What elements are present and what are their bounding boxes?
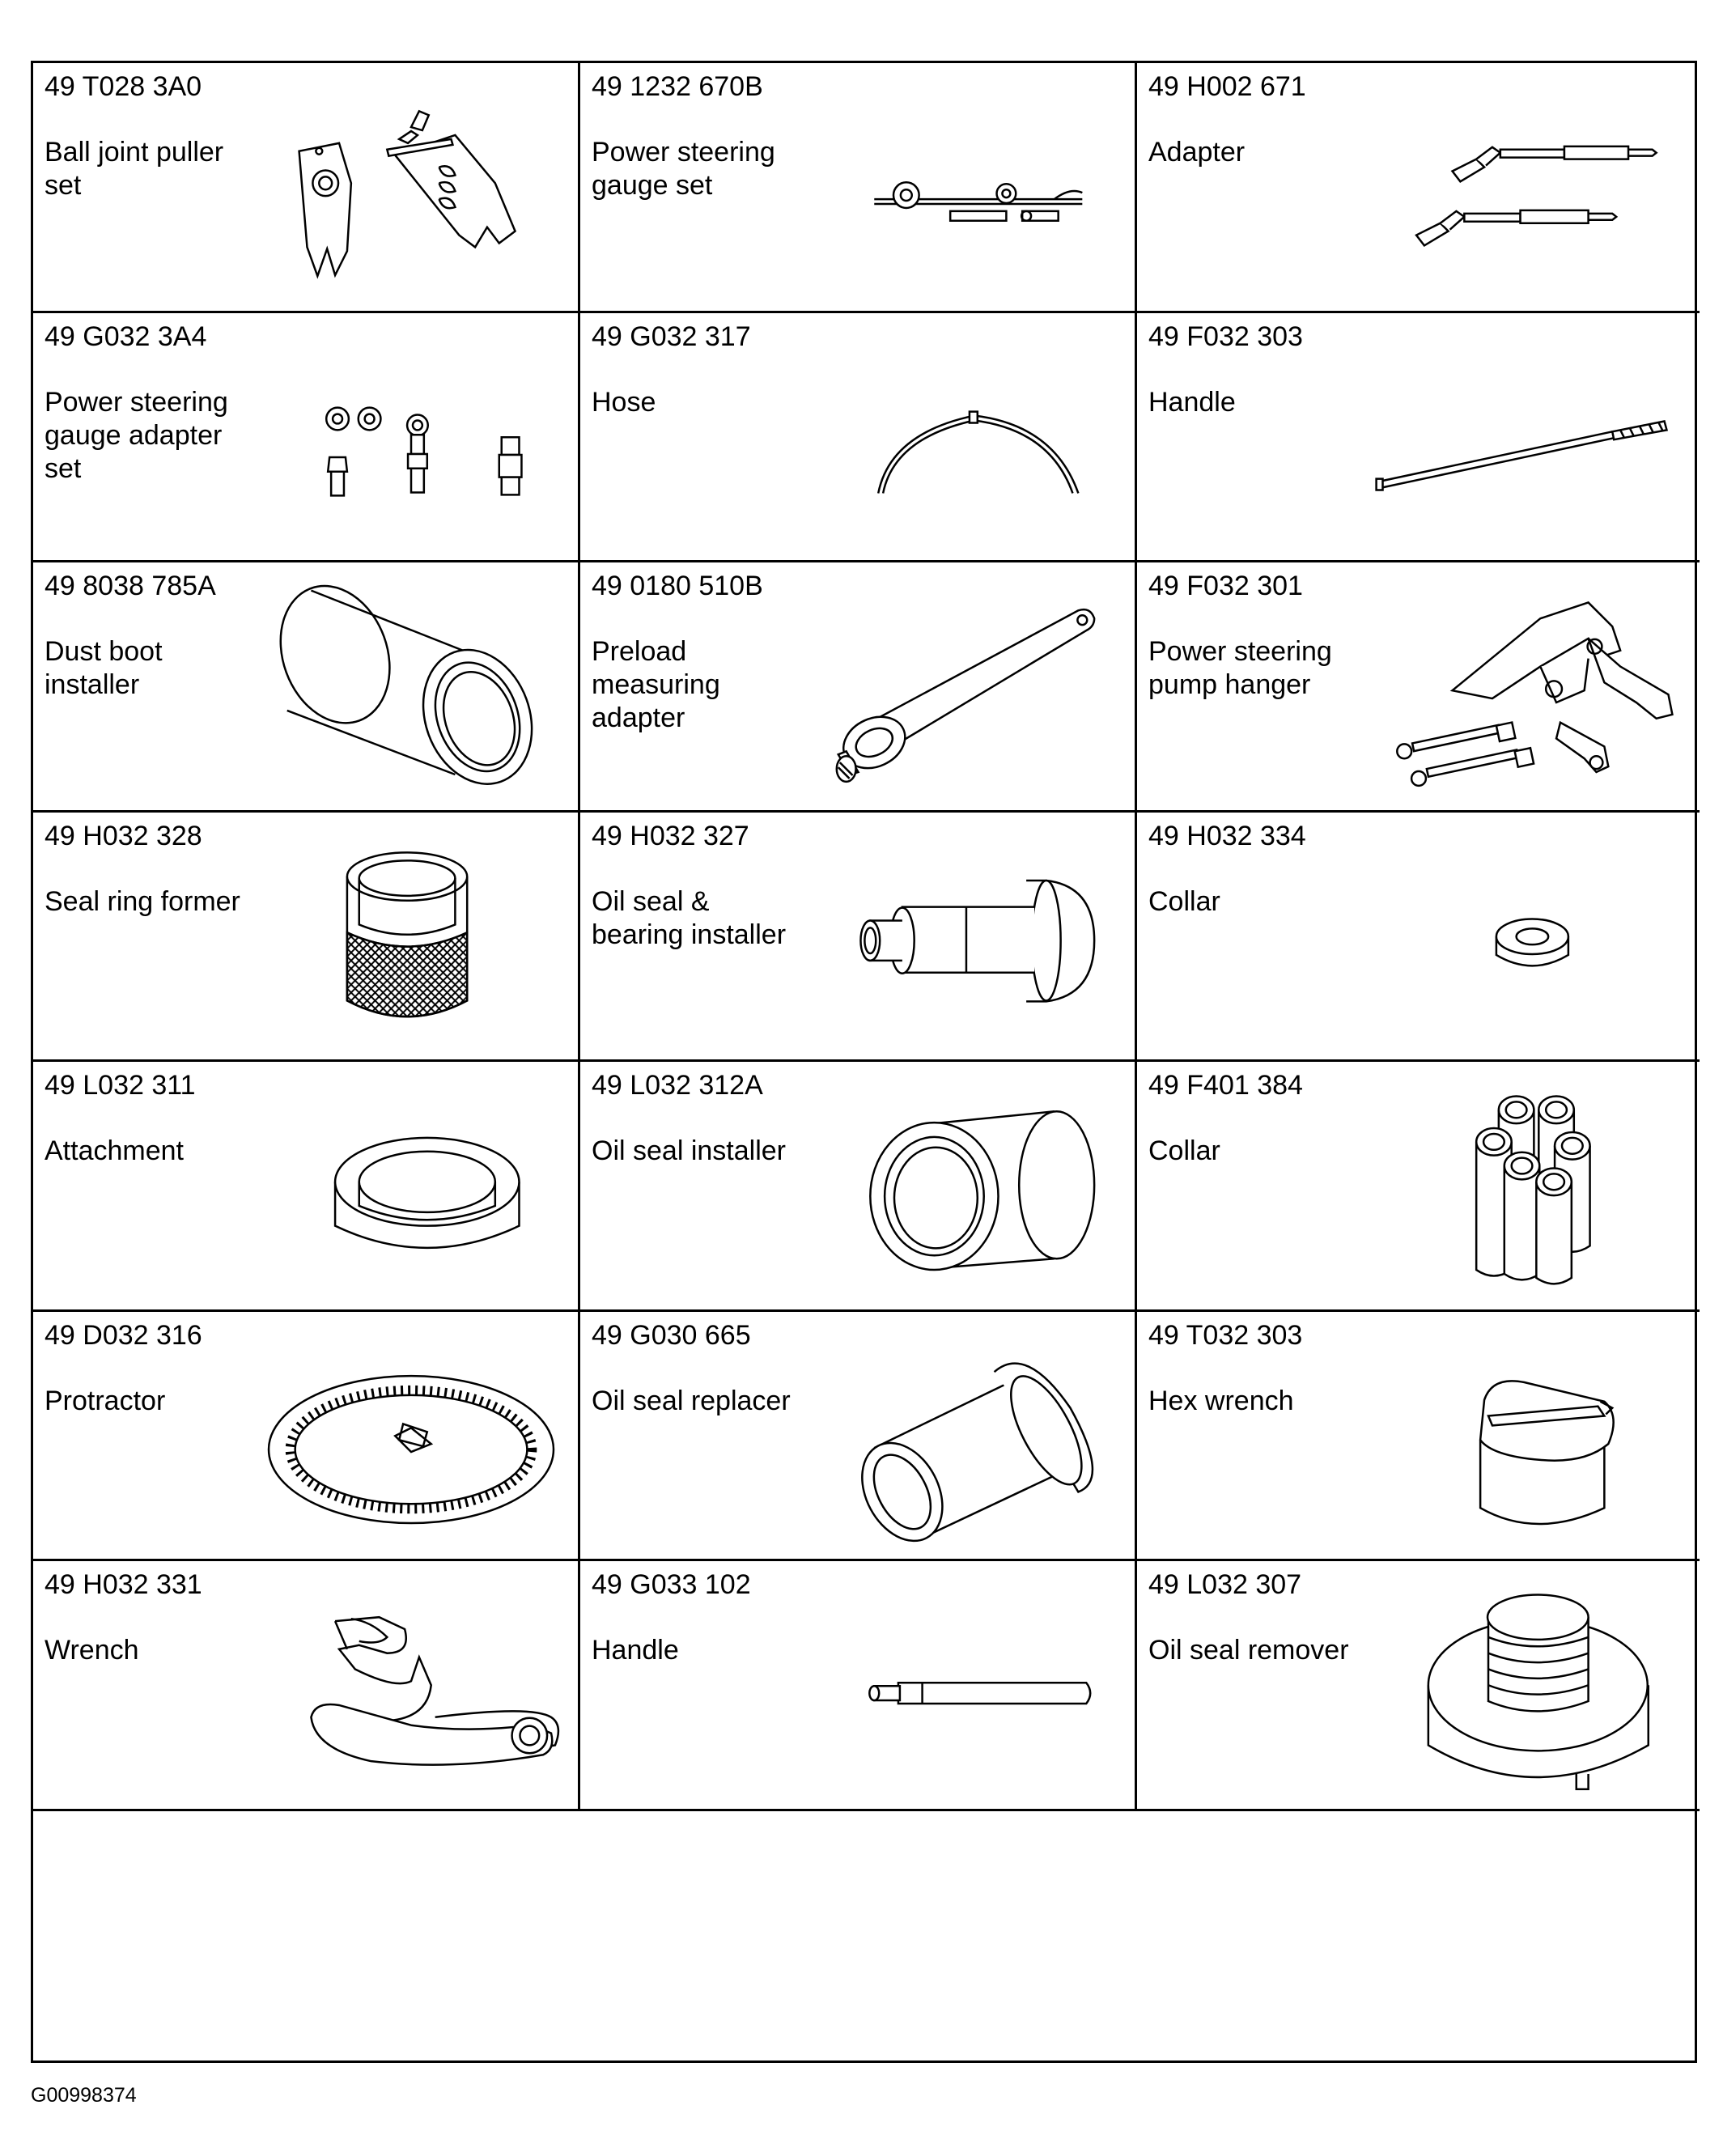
tool-code: 49 H032 331 — [45, 1569, 202, 1600]
oil-seal-remover-icon — [1137, 1561, 1700, 1809]
tool-name: Collar — [1148, 885, 1220, 917]
tool-cell — [1137, 1312, 1700, 1562]
tool-code: 49 L032 307 — [1148, 1569, 1302, 1600]
attachment-ring-icon — [33, 1062, 578, 1309]
tool-name: Power steering pump hanger — [1148, 636, 1332, 700]
handle-pin-icon — [580, 1561, 1135, 1809]
handle-rod-icon — [1137, 313, 1700, 561]
tool-code: 49 D032 316 — [45, 1319, 202, 1351]
special-tools-table — [31, 61, 1697, 2063]
tool-name: Handle — [1148, 386, 1236, 418]
tool-cell — [1137, 63, 1700, 313]
tool-cell — [580, 1312, 1137, 1562]
gauge-set-icon — [580, 63, 1135, 311]
tool-code: 49 H032 334 — [1148, 820, 1306, 851]
tool-cell — [33, 63, 580, 313]
tool-cell — [33, 1312, 580, 1562]
tool-code: 49 0180 510B — [592, 571, 763, 601]
tool-code: 49 G032 317 — [592, 320, 751, 352]
pump-hanger-icon — [1137, 562, 1700, 810]
tool-name: Oil seal remover — [1148, 1635, 1349, 1666]
tool-name: Hose — [592, 386, 656, 418]
tool-name: Wrench — [45, 1635, 139, 1666]
tool-code: 49 T028 3A0 — [45, 71, 202, 102]
tool-cell — [1137, 313, 1700, 563]
tool-name: Ball joint puller set — [45, 137, 224, 201]
tool-name: Oil seal installer — [592, 1135, 786, 1166]
tool-cell — [580, 1062, 1137, 1312]
hex-wrench-icon — [1137, 1312, 1700, 1560]
bearing-installer-icon — [580, 813, 1135, 1060]
tool-name: Power steering gauge set — [592, 137, 775, 201]
tool-code: 49 H032 328 — [45, 820, 202, 851]
wrench-icon — [33, 1561, 578, 1809]
tool-cell — [1137, 1561, 1700, 1811]
adapter-hose-icon — [1137, 63, 1700, 311]
ball-joint-puller-icon — [33, 63, 578, 311]
tool-code: 49 G032 3A4 — [45, 320, 207, 352]
tool-code: 49 1232 670B — [592, 71, 763, 102]
tool-cell — [580, 562, 1137, 813]
preload-adapter-icon — [580, 562, 1135, 810]
tool-code: 49 L032 311 — [45, 1070, 196, 1101]
oil-seal-replacer-icon — [580, 1312, 1135, 1560]
figure-id: G00998374 — [31, 2084, 137, 2107]
adapter-fittings-icon — [33, 313, 578, 561]
tool-cell — [1137, 813, 1700, 1063]
seal-ring-former-icon — [33, 813, 578, 1060]
tool-name: Collar — [1148, 1135, 1220, 1166]
tool-cell — [33, 562, 580, 813]
tool-cell — [33, 1561, 580, 1811]
tool-cell — [33, 313, 580, 563]
collar-cluster-icon — [1137, 1062, 1700, 1309]
tool-name: Adapter — [1148, 137, 1246, 168]
tool-code: 49 G033 102 — [592, 1569, 751, 1600]
tool-name: Dust boot installer — [45, 636, 163, 700]
tool-cell — [580, 313, 1137, 563]
oil-seal-installer-icon — [580, 1062, 1135, 1309]
protractor-icon — [33, 1312, 578, 1560]
tool-cell — [580, 813, 1137, 1063]
tool-cell — [33, 1062, 580, 1312]
tool-code: 49 H032 327 — [592, 820, 749, 851]
tool-code: 49 F032 303 — [1148, 320, 1303, 352]
tool-code: 49 L032 312A — [592, 1070, 763, 1101]
tool-name: Protractor — [45, 1385, 166, 1416]
tool-name: Preload measuring adapter — [592, 636, 720, 733]
tool-code: 49 8038 785A — [45, 571, 216, 601]
collar-ring-icon — [1137, 813, 1700, 1060]
tool-cell — [1137, 562, 1700, 813]
tool-name: Handle — [592, 1635, 679, 1666]
tool-cell — [580, 1561, 1137, 1811]
dust-boot-installer-icon — [33, 562, 578, 810]
tool-cell — [1137, 1062, 1700, 1312]
tool-name: Oil seal & bearing installer — [592, 885, 787, 950]
tool-cell — [580, 63, 1137, 313]
tool-name: Hex wrench — [1148, 1385, 1294, 1416]
hose-icon — [580, 313, 1135, 561]
tool-code: 49 H002 671 — [1148, 71, 1306, 102]
tool-cell — [33, 813, 580, 1063]
tool-code: 49 G030 665 — [592, 1319, 751, 1351]
tool-code: 49 T032 303 — [1148, 1319, 1303, 1351]
tool-code: 49 F401 384 — [1148, 1070, 1303, 1101]
tool-name: Seal ring former — [45, 885, 240, 917]
tool-name: Power steering gauge adapter set — [45, 386, 228, 484]
tool-name: Oil seal replacer — [592, 1385, 791, 1416]
tool-name: Attachment — [45, 1135, 184, 1166]
tool-code: 49 F032 301 — [1148, 571, 1303, 601]
